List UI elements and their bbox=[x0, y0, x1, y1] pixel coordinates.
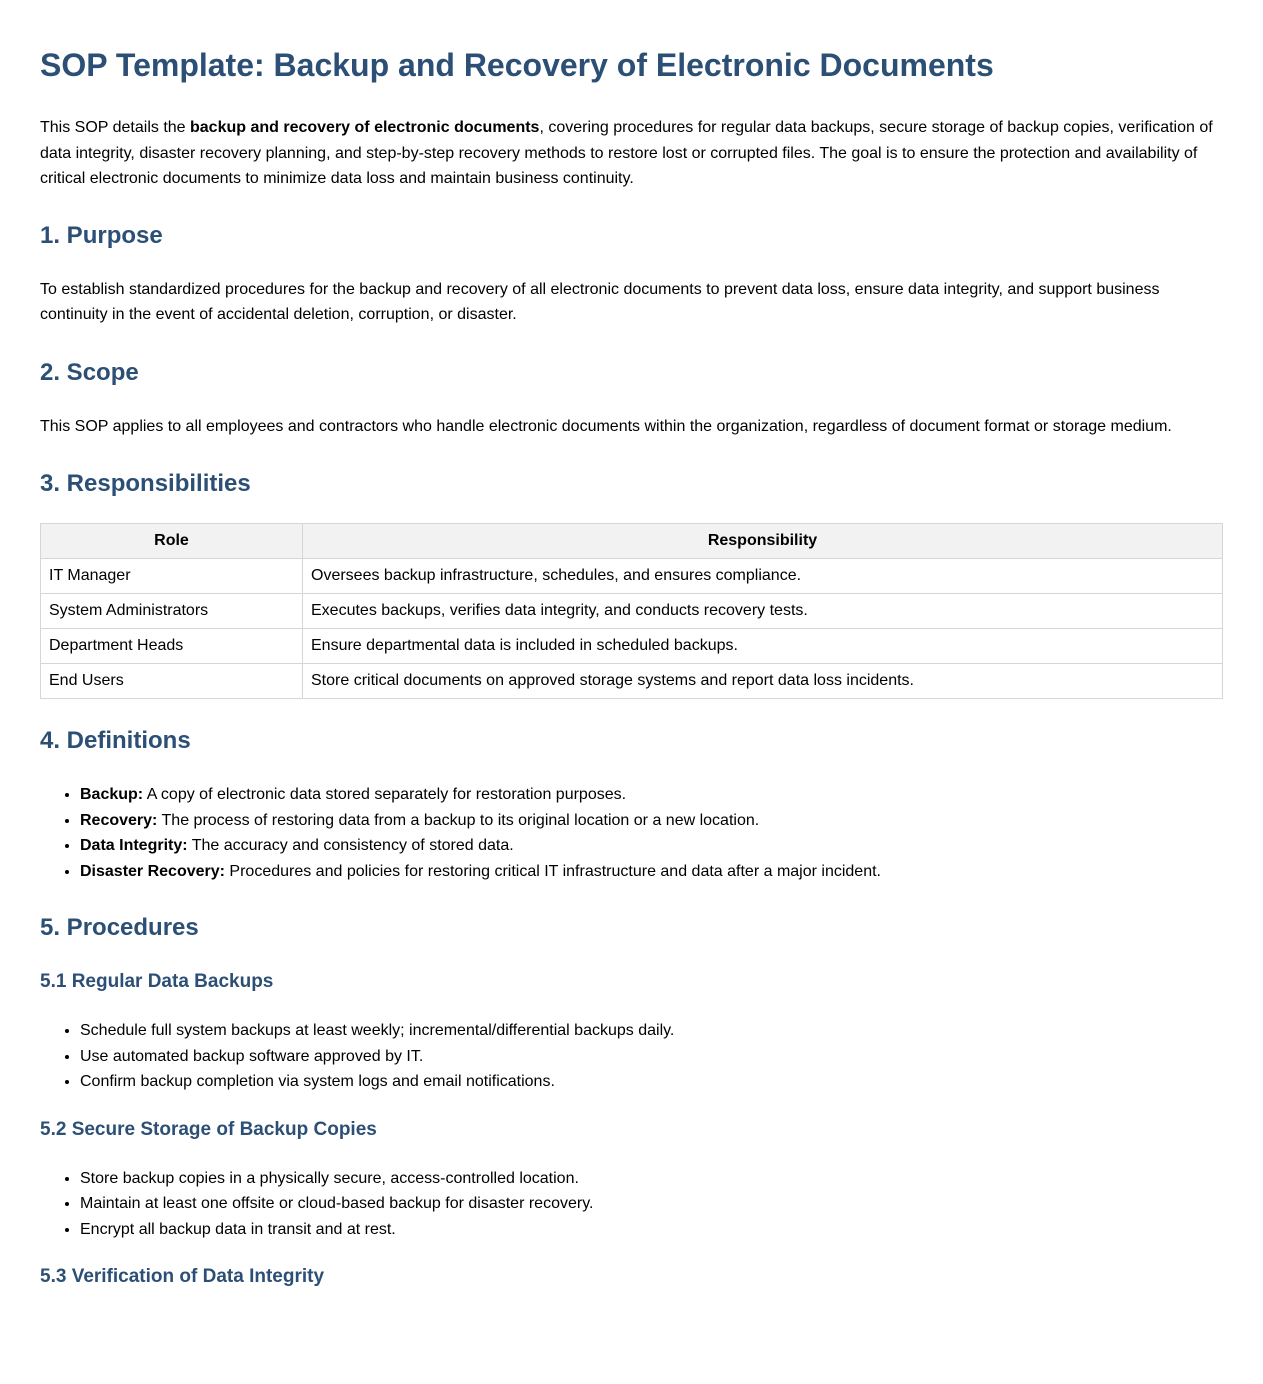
responsibilities-table bbox=[40, 523, 1223, 699]
purpose-heading: 1. Purpose bbox=[40, 221, 163, 249]
definition-term: Data Integrity: bbox=[80, 837, 188, 854]
definitions-list bbox=[40, 782, 1223, 884]
table-row bbox=[41, 629, 1223, 664]
role-cell: End Users bbox=[41, 664, 303, 699]
subsection-heading-5-1: 5.1 Regular Data Backups bbox=[40, 971, 274, 992]
definition-text: A copy of electronic data stored separately for restoration purposes. bbox=[143, 786, 627, 803]
table-row bbox=[41, 664, 1223, 699]
list-item bbox=[80, 782, 1223, 808]
scope-heading: 2. Scope bbox=[40, 358, 139, 386]
role-cell: Department Heads bbox=[41, 629, 303, 664]
subsection-heading-5-3: 5.3 Verification of Data Integrity bbox=[40, 1266, 325, 1287]
responsibility-cell: Store critical documents on approved storage systems and report data loss incidents. bbox=[303, 664, 1223, 699]
list-item: • Maintain at least one offsite or cloud-based backup for disaster recovery. bbox=[80, 1191, 1223, 1217]
procedures-heading: 5. Procedures bbox=[40, 914, 199, 941]
definitions-heading: 4. Definitions bbox=[40, 727, 191, 754]
backups-list bbox=[40, 1018, 1223, 1095]
intro-prefix: This SOP details the bbox=[40, 119, 190, 136]
definition-text: Procedures and policies for restoring critical IT infrastructure and data after a major incident. bbox=[224, 862, 881, 880]
role-cell: IT Manager bbox=[41, 559, 303, 594]
intro-suffix: , covering procedures for regular data backups, secure storage of backup copies, verification of data integrity, disaster recovery planning, and step-by-step recovery methods to restore lost or corrupted files. The goal is to ensure the protection and availability of critical electronic documents to minimize data loss and maintain business continuity. bbox=[40, 119, 1213, 187]
responsibility-cell: Executes backups, verifies data integrity, and conducts recovery tests. bbox=[303, 594, 1223, 629]
responsibility-cell: Oversees backup infrastructure, schedules, and ensures compliance. bbox=[303, 559, 1223, 594]
responsibility-cell: Ensure departmental data is included in scheduled backups. bbox=[303, 629, 1223, 664]
scope-text: This SOP applies to all employees and contractors who handle electronic documents within the organization, regardless of document format or storage medium. bbox=[40, 417, 1172, 435]
list-item bbox=[80, 859, 1223, 885]
column-header-role: Role bbox=[41, 524, 303, 559]
list-item bbox=[80, 833, 1223, 859]
table-header-row bbox=[41, 524, 1223, 559]
list-item: • Encrypt all backup data in transit and at rest. bbox=[80, 1217, 1223, 1243]
purpose-text: To establish standardized procedures for the backup and recovery of all electronic documents to prevent data loss, ensure data integrity, and support business continuity in the event of accidental deletion, corruption, or disaster. bbox=[40, 280, 1160, 323]
definition-term: Recovery: bbox=[80, 811, 158, 829]
list-item: • Use automated backup software approved by IT. bbox=[80, 1044, 1223, 1070]
list-item: • Confirm backup completion via system logs and email notifications. bbox=[80, 1069, 1223, 1095]
table-row bbox=[41, 559, 1223, 594]
list-item: • Store backup copies in a physically secure, access-controlled location. bbox=[80, 1166, 1223, 1192]
intro-paragraph bbox=[40, 115, 1223, 192]
list-item: • Schedule full system backups at least weekly; incremental/differential backups daily. bbox=[80, 1018, 1223, 1044]
storage-list bbox=[40, 1166, 1223, 1243]
list-item bbox=[80, 808, 1223, 834]
page-title: SOP Template: Backup and Recovery of Electronic Documents bbox=[40, 47, 994, 83]
column-header-responsibility: Responsibility bbox=[303, 524, 1223, 559]
table-row bbox=[41, 594, 1223, 629]
role-cell: System Administrators bbox=[41, 594, 303, 629]
definition-term: Disaster Recovery: bbox=[80, 862, 225, 880]
intro-bold: backup and recovery of electronic documents bbox=[190, 119, 540, 136]
definition-text: The process of restoring data from a backup to its original location or a new location. bbox=[157, 811, 760, 829]
definition-text: The accuracy and consistency of stored data. bbox=[187, 837, 514, 854]
subsection-heading-5-2: 5.2 Secure Storage of Backup Copies bbox=[40, 1118, 377, 1140]
responsibilities-heading: 3. Responsibilities bbox=[40, 470, 251, 497]
definition-term: Backup: bbox=[80, 786, 144, 803]
